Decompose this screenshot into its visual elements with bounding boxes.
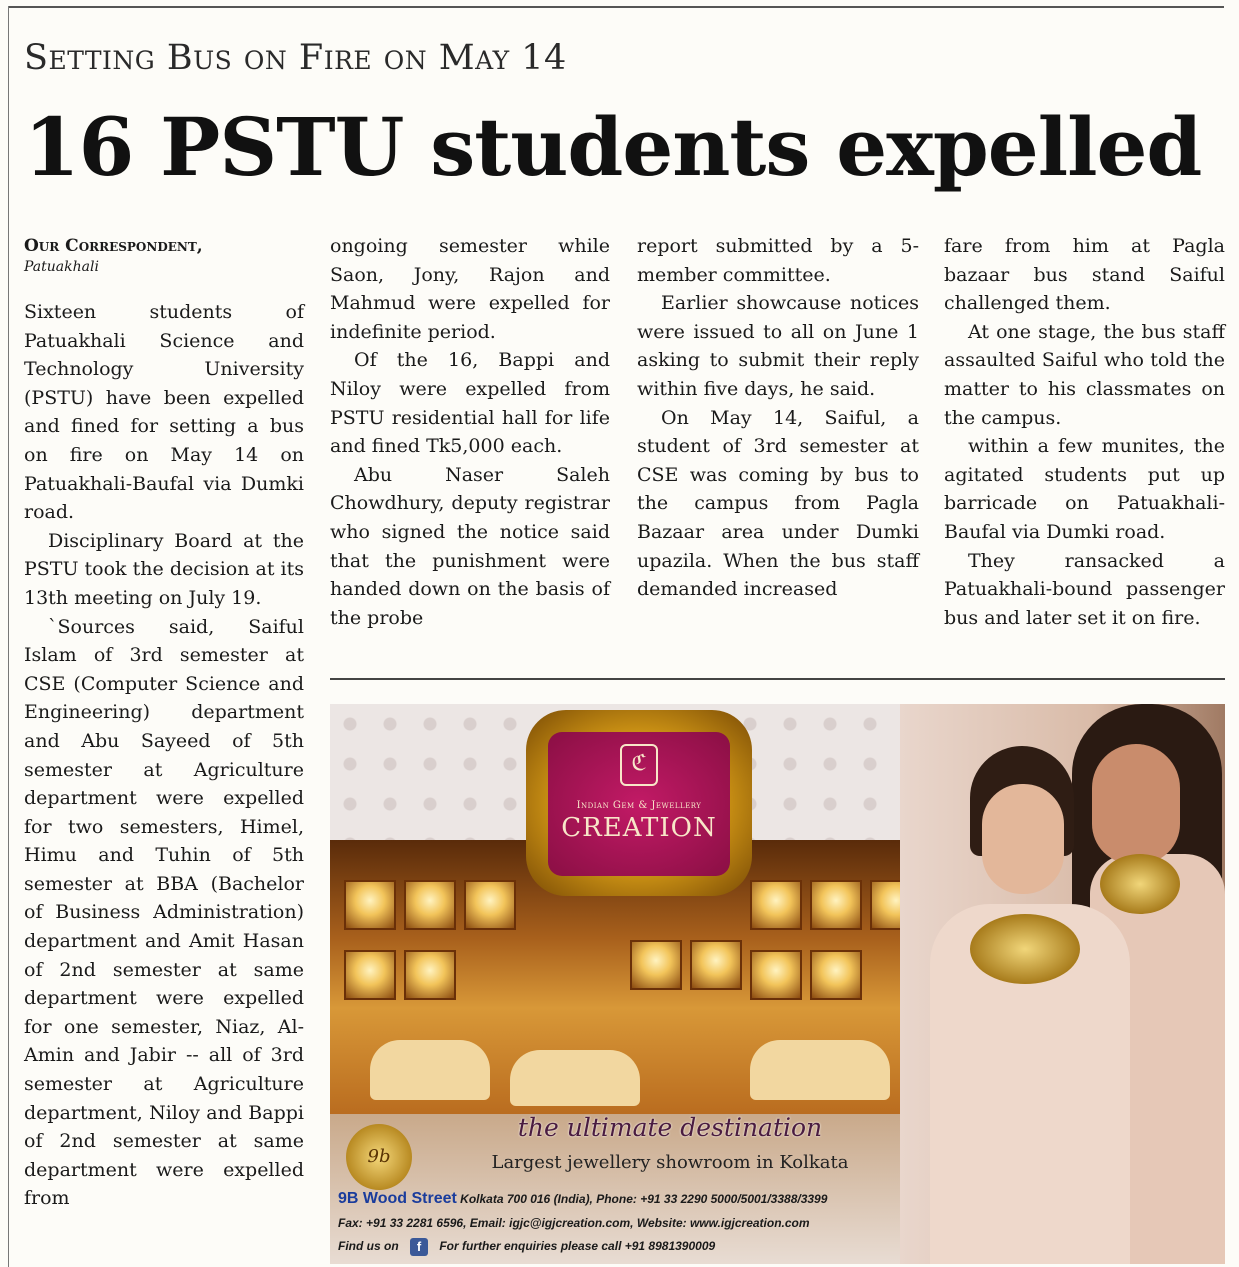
address-details: Kolkata 700 016 (India), Phone: +91 33 2290 5000/5001/3388/3399 [460,1192,828,1206]
paragraph: Sixteen students of Patuakhali Science and Technology University (PSTU) have been expelled and fined for setting a bus on fire on May 14 on Patuakhali-Baufal via Dumki road. [24,301,304,524]
address-street: 9B Wood Street [338,1190,457,1207]
article-column-4 [944,232,1225,632]
paragraph: ongoing semester while Saon, Jony, Rajon and Mahmud were expelled for indefinite period. [330,235,610,343]
contact-social [338,1238,715,1256]
paragraph: `Sources said, Saiful Islam of 3rd semester at CSE (Computer Science and Engineering) department and Abu Sayeed of 5th semester at Agriculture department were expelled for two semesters, Himel, Himu and Tuhin of 5th semester at BBA (Bachelor of Business Administration) department and Amit Hasan of 2nd semester at same department were expelled for one semester, Niaz, Al-Amin and Jabir -- all of 3rd semester at Agriculture department, Niloy and Bappi of 2nd semester at same department were expelled from [24,615,304,1210]
display-case [404,950,456,1000]
article-column-1 [24,298,304,1213]
paragraph: fare from him at Pagla bazaar bus stand Saiful challenged them. [944,235,1225,315]
top-border [8,6,1224,8]
paragraph: Earlier showcause notices were issued to all on June 1 asking to submit their reply within five days, he said. [637,292,919,400]
display-case [344,880,396,930]
byline-location: Patuakhali [24,259,99,275]
display-case [344,950,396,1000]
brand-plaque [548,732,730,876]
sofa [510,1050,640,1106]
paragraph: Disciplinary Board at the PSTU took the decision at its 13th meeting on July 19. [24,529,304,609]
kicker: Setting Bus on Fire on May 14 [24,38,567,78]
brand-name: CREATION [561,813,717,843]
paragraph: report submitted by a 5-member committee. [637,235,919,286]
display-case [464,880,516,930]
display-case [810,880,862,930]
article-column-2 [330,232,610,632]
display-case [404,880,456,930]
paragraph: Of the 16, Bappi and Niloy were expelled from PSTU residential hall for life and fined Tk5,000 each. [330,349,610,458]
article-column-3 [637,232,919,604]
find-us-label: Find us on [338,1239,399,1254]
paragraph: They ransacked a Patuakhali-bound passenger bus and later set it on fire. [944,549,1225,629]
medallion-logo: 9b [346,1124,412,1190]
display-case [750,950,802,1000]
necklace [970,914,1080,984]
contact-fax-email: Fax: +91 33 2281 6596, Email: igjc@igjcreation.com, Website: www.igjcreation.com [338,1216,810,1230]
display-case [690,940,742,990]
display-case [630,940,682,990]
model-face [1092,744,1180,864]
display-case [750,880,802,930]
facebook-icon[interactable]: f [410,1238,428,1256]
brand-logo-icon: ℭ [620,744,658,786]
brand-subtitle: Indian Gem & Jewellery [576,800,702,811]
sofa [750,1040,890,1100]
paragraph: At one stage, the bus staff assaulted Saiful who told the matter to his classmates on the campus. [944,320,1225,429]
sofa [370,1040,490,1100]
ad-divider [330,678,1225,680]
enquiries-line: For further enquiries please call +91 8981390009 [439,1239,716,1254]
model-face [982,784,1064,894]
byline-name: Our Correspondent, [24,236,203,256]
display-case [810,950,862,1000]
paragraph: within a few munites, the agitated students put up barricade on Patuakhali-Baufal via Dumki road. [944,435,1225,543]
paragraph: On May 14, Saiful, a student of 3rd semester at CSE was coming by bus to the campus from Pagla Bazaar area under Dumki upazila. When the bus staff demanded increased [637,406,919,601]
paragraph: Abu Naser Saleh Chowdhury, deputy registrar who signed the notice said that the punishment were handed down on the basis of the probe [330,463,610,629]
headline: 16 PSTU students expelled [24,100,1202,194]
ad-showroom-line: Largest jewellery showroom in Kolkata [491,1152,849,1173]
ad-tagline: the ultimate destination [517,1113,823,1142]
contact-address [338,1190,827,1208]
jewellery-advertisement[interactable] [330,704,1225,1264]
left-border [8,6,9,1267]
necklace [1100,854,1180,914]
